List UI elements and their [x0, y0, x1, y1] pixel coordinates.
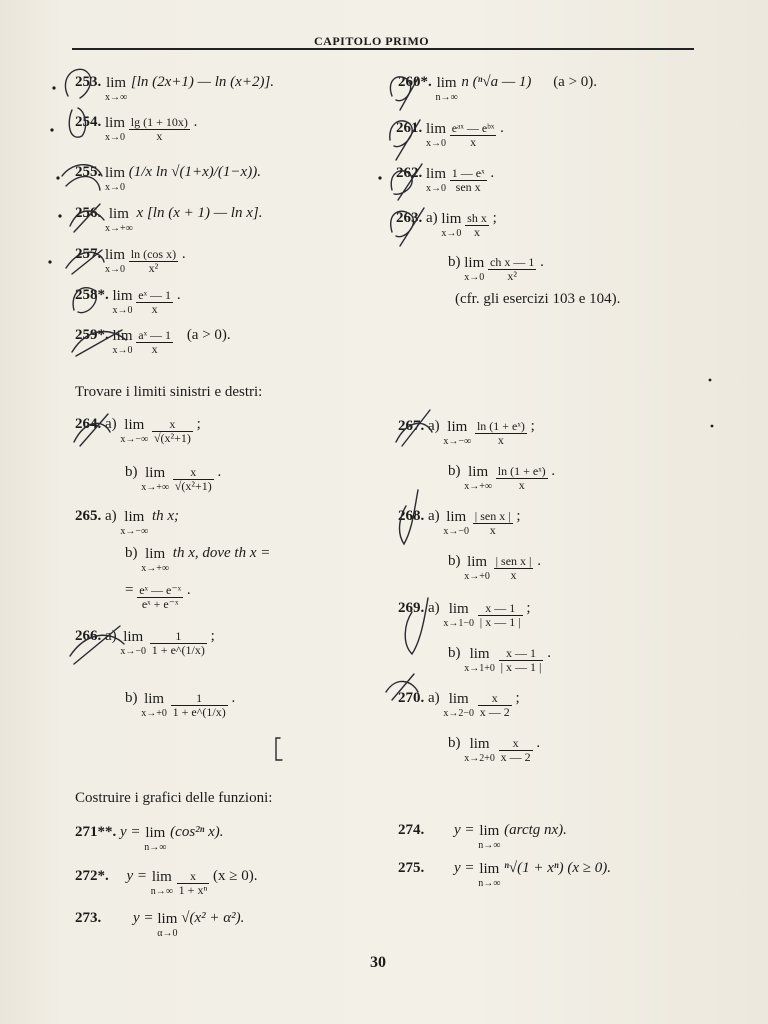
fraction: $\frac{\text{eᵃˣ — eᵇˣ}}{x}$	[451, 121, 495, 149]
problem-number: 262.	[396, 165, 423, 181]
limit-operator: lim x→0	[105, 115, 126, 143]
cross-reference: (cfr. gli esercizi 103 e 104).	[455, 291, 621, 307]
limit-operator: lim x→2+0	[464, 736, 495, 764]
limit-operator: lim n→∞	[478, 823, 501, 851]
fraction: $\frac{x}{\text{√(x²+1)}}$	[174, 465, 212, 493]
problem-number: 272*.	[75, 868, 109, 884]
problem-269a: 269. a) lim x→1−0 $\frac{x — 1}{| x — 1 |}$ ;	[398, 600, 531, 629]
problem-number: 275.	[398, 860, 425, 876]
fraction: $\frac{x — 1}{| x — 1 |}$	[500, 646, 542, 674]
problem-257: 257. lim x→0 $\frac{\text{ln (cos x)}}{\text{x²}}$ .	[75, 246, 186, 275]
problem-number: 271**.	[75, 824, 117, 840]
page-number: 30	[370, 954, 386, 971]
problem-number: 253.	[75, 74, 102, 90]
pen-mark-268	[400, 490, 418, 544]
pen-mark-261	[390, 120, 423, 160]
limit-operator: lim x→0	[464, 255, 485, 283]
fraction: $\frac{\lg (1 + 10x)}{x}$	[130, 115, 188, 143]
problem-274: 274. y = lim n→∞ (arctg nx).	[398, 822, 567, 851]
limit-operator: lim n→∞	[478, 861, 501, 889]
fraction: $\frac{\text{aˣ — 1}}{x}$	[138, 328, 172, 356]
pen-mark-257	[66, 250, 104, 274]
expression: n (ⁿ√a — 1)	[461, 74, 532, 90]
problem-265a: 265. a) lim x→−∞ th x;	[75, 508, 180, 537]
pen-mark-262	[391, 164, 422, 200]
section-title-limits: Trovare i limiti sinistri e destri:	[75, 384, 263, 400]
problem-254: 254. lim x→0 $\frac{\lg (1 + 10x)}{x}$ .	[75, 114, 198, 143]
problem-267a: 267. a) lim x→−∞ $\frac{\text{ln (1 + eˣ)}}{x}$ ;	[398, 418, 535, 447]
pen-mark-258	[73, 288, 96, 313]
fraction: $\frac{\text{ln (1 + eˣ)}}{x}$	[476, 419, 525, 447]
problem-number: 267.	[398, 418, 425, 434]
expression: th x, dove th x =	[172, 545, 271, 561]
fraction: $\frac{1}{1 + e\^{}(1/x)}$	[151, 629, 205, 657]
limit-operator: lim x→+∞	[141, 546, 170, 574]
problem-265b: b) lim x→+∞ th x, dove th x =	[125, 545, 271, 574]
problem-262: 262. lim x→0 $\frac{\text{1 — eˣ}}{\text{sen x}}$ .	[396, 165, 495, 194]
limit-operator: lim α→0	[157, 911, 178, 939]
problem-261: 261. lim x→0 $\frac{\text{eᵃˣ — eᵇˣ}}{x}$ .	[396, 120, 504, 149]
expression: √(x² + α²).	[181, 910, 245, 926]
pen-mark-254	[69, 108, 85, 137]
pen-mark-263	[391, 208, 424, 246]
limit-operator: lim x→0	[426, 166, 447, 194]
fraction: $\frac{x}{x — 2}$	[479, 691, 510, 719]
limit-operator: lim x→0	[441, 211, 462, 239]
pen-dot	[52, 86, 55, 89]
problem-266b: b) lim x→+0 $\frac{1}{1 + e\^{}(1/x)}$ .	[125, 690, 236, 719]
limit-operator: lim x→1+0	[464, 646, 495, 674]
problem-258: 258*. lim x→0 $\frac{\text{eˣ — 1}}{x}$ .	[75, 287, 181, 316]
problem-number: 268.	[398, 508, 425, 524]
problem-263a: 263. a) lim x→0 $\frac{\text{sh x}}{x}$ ;	[396, 210, 497, 239]
problem-number: 259*.	[75, 327, 109, 343]
fraction: $\frac{x}{x — 2}$	[500, 736, 531, 764]
fraction: $\frac{x — 1}{| x — 1 |}$	[479, 601, 521, 629]
fraction: $\frac{\text{ln (cos x)}}{\text{x²}}$	[130, 247, 177, 275]
pen-dot	[50, 128, 53, 131]
problem-number: 257.	[75, 246, 102, 262]
limit-operator: lim x→−0	[443, 509, 470, 537]
pen-dot	[48, 260, 51, 263]
problem-259: 259*. lim x→0 $\frac{\text{aˣ — 1}}{x}$ (a > 0).	[75, 327, 231, 356]
limit-operator: lim x→−∞	[120, 509, 149, 537]
fraction: $\frac{1}{1 + e\^{}(1/x)}$	[172, 691, 226, 719]
expression: (cos²ⁿ x).	[170, 824, 224, 840]
limit-operator: lim n→∞	[150, 869, 173, 897]
limit-operator: lim x→+∞	[141, 465, 170, 493]
problem-273: 273. y = lim α→0 √(x² + α²).	[75, 910, 245, 939]
limit-operator: lim x→0	[426, 121, 447, 149]
pen-mark-253	[65, 69, 90, 98]
problem-275: 275. y = lim n→∞ ⁿ√(1 + xⁿ) (x ≥ 0).	[398, 860, 612, 889]
pen-mark-259	[72, 330, 126, 356]
problem-272: 272*. y = lim n→∞ $\frac{x}{\text{1 + xⁿ}}$ (x ≥ 0).	[75, 868, 258, 897]
limit-operator: lim n→∞	[435, 75, 458, 103]
limit-operator: lim x→−∞	[443, 419, 472, 447]
problem-number: 266.	[75, 628, 102, 644]
fraction: $\frac{\text{| sen x |}}{x}$	[495, 554, 532, 582]
limit-operator: lim x→0	[105, 247, 126, 275]
fraction: $\frac{\text{eˣ — e⁻ˣ}}{\text{eˣ + e⁻ˣ}}$	[139, 583, 182, 611]
problem-270b: b) lim x→2+0 $\frac{x}{x — 2}$ .	[448, 735, 541, 764]
pen-mark-256	[70, 204, 104, 232]
limit-operator: lim x→−∞	[120, 417, 149, 445]
fraction: $\frac{\text{ch x — 1}}{\text{x²}}$	[490, 255, 535, 283]
limit-operator: lim x→−0	[120, 629, 147, 657]
expression: (1/x ln √(1+x)/(1−x)).	[128, 164, 261, 180]
fraction: $\frac{\text{ln (1 + eˣ)}}{x}$	[497, 464, 546, 492]
fraction: $\frac{\text{eˣ — 1}}{x}$	[138, 288, 172, 316]
problem-number: 258*.	[75, 287, 109, 303]
limit-operator: lim x→+0	[141, 691, 167, 719]
fraction: $\frac{x}{\text{1 + xⁿ}}$	[178, 869, 208, 897]
limit-operator: lim x→+0	[464, 554, 490, 582]
chapter-header: CAPITOLO PRIMO	[314, 34, 430, 48]
problem-263b: b) lim x→0 $\frac{\text{ch x — 1}}{\text{x²}}$ .	[448, 254, 544, 283]
limit-operator: lim x→∞	[105, 75, 128, 103]
problem-267b: b) lim x→+∞ $\frac{\text{ln (1 + eˣ)}}{x}$ .	[448, 463, 556, 492]
problem-number: 254.	[75, 114, 102, 130]
expression: x [ln (x + 1) — ln x].	[136, 205, 263, 221]
pen-dot	[56, 176, 59, 179]
problem-269b: b) lim x→1+0 $\frac{x — 1}{| x — 1 |}$ .	[448, 645, 551, 674]
problem-268b: b) lim x→+0 $\frac{\text{| sen x |}}{x}$ .	[448, 553, 541, 582]
pen-bracket	[276, 738, 282, 760]
limit-operator: lim x→+∞	[105, 206, 133, 234]
fraction: $\frac{\text{| sen x |}}{x}$	[474, 509, 511, 537]
problem-number: 264.	[75, 416, 102, 432]
pen-mark-264	[74, 414, 110, 446]
problem-number: 256.	[75, 205, 102, 221]
fraction: $\frac{\text{sh x}}{x}$	[467, 211, 487, 239]
problem-number: 274.	[398, 822, 425, 838]
pen-dot	[58, 214, 61, 217]
limit-operator: lim x→0	[112, 288, 133, 316]
limit-operator: lim x→2−0	[443, 691, 475, 719]
problem-number: 260*.	[398, 74, 432, 90]
expression: th x;	[151, 508, 180, 524]
expression: [ln (2x+1) — ln (x+2)].	[130, 74, 275, 90]
limit-operator: lim x→0	[112, 328, 133, 356]
limit-operator: lim x→+∞	[464, 464, 493, 492]
problem-number: 265.	[75, 508, 102, 524]
problem-260: 260*. lim n→∞ n (ⁿ√a — 1) (a > 0).	[398, 74, 598, 103]
problem-270a: 270. a) lim x→2−0 $\frac{x}{x — 2}$ ;	[398, 690, 520, 719]
pen-mark-270	[386, 674, 418, 700]
pen-dot	[378, 176, 381, 179]
pen-dot	[709, 379, 712, 382]
pen-mark-269	[405, 598, 428, 654]
problem-number: 255.	[75, 164, 102, 180]
pen-mark-255	[62, 165, 102, 190]
expression: ⁿ√(1 + xⁿ) (x ≥ 0).	[504, 860, 612, 876]
problem-number: 270.	[398, 690, 425, 706]
pen-mark-260	[390, 77, 418, 110]
limit-operator: lim n→∞	[144, 825, 167, 853]
pen-dot	[711, 425, 714, 428]
problem-number: 263.	[396, 210, 423, 226]
limit-operator: lim x→1−0	[443, 601, 475, 629]
problem-264a: 264. a) lim x→−∞ $\frac{x}{\text{√(x²+1)}}$ ;	[75, 416, 201, 445]
problem-271: 271**. y = lim n→∞ (cos²ⁿ x).	[75, 824, 224, 853]
problem-266a: 266. a) lim x→−0 $\frac{1}{1 + e\^{}(1/x)}$ ;	[75, 628, 215, 657]
problem-268a: 268. a) lim x→−0 $\frac{\text{| sen x |}}{x}$ ;	[398, 508, 521, 537]
problem-265c: = $\frac{\text{eˣ — e⁻ˣ}}{\text{eˣ + e⁻ˣ}}$ .	[125, 582, 191, 611]
fraction: $\frac{\text{1 — eˣ}}{\text{sen x}}$	[451, 166, 485, 194]
pen-mark-266	[70, 626, 124, 664]
problem-number: 269.	[398, 600, 425, 616]
limit-operator: lim x→0	[105, 165, 126, 193]
problem-number: 273.	[75, 910, 102, 926]
problem-264b: b) lim x→+∞ $\frac{x}{\text{√(x²+1)}}$ .	[125, 464, 222, 493]
pen-mark-267	[396, 410, 432, 446]
fraction: $\frac{x}{\text{√(x²+1)}}$	[153, 417, 191, 445]
expression: (arctg nx).	[504, 822, 567, 838]
problem-number: 261.	[396, 120, 423, 136]
section-title-graphs: Costruire i grafici delle funzioni:	[75, 790, 273, 806]
